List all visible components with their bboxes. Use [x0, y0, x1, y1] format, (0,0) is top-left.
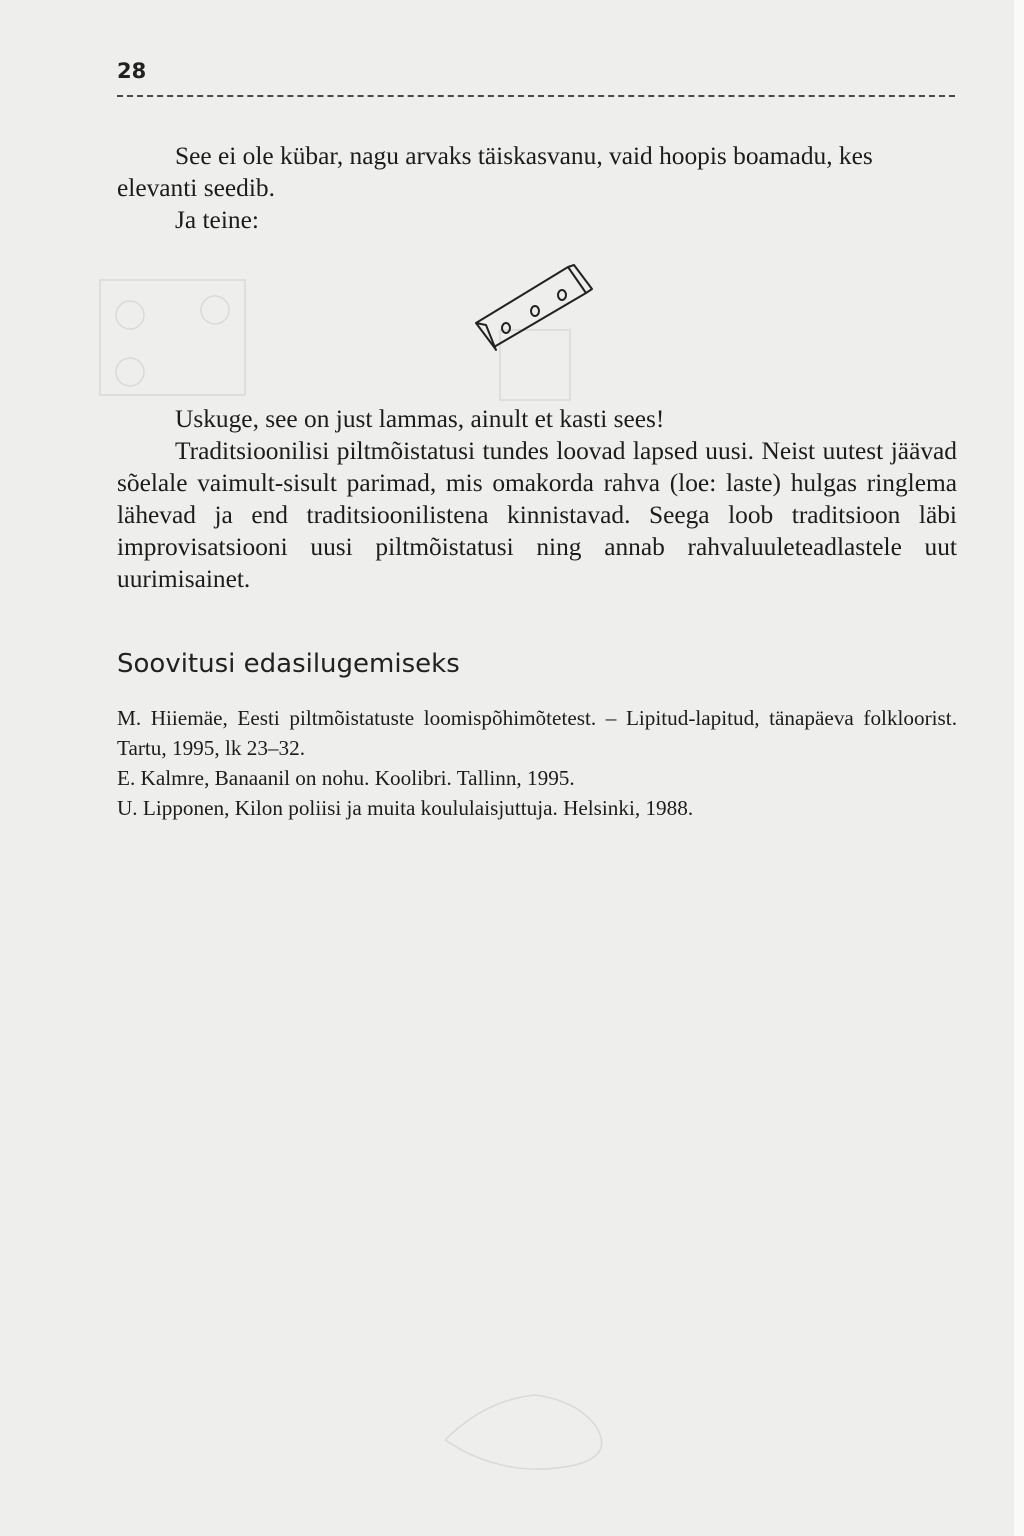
box-with-holes-icon [470, 255, 600, 370]
paragraph-traditional-riddles: Traditsioonilisi piltmõistatusi tundes loovad lapsed uusi. Neist uutest jäävad sõelale vaimult-sisult parimad, mis omakorda rahva (loe: laste) hulgas ringlema lähevad ja end traditsioonilistena kinnistavad. Seega loob traditsioon läbi improvisatsiooni uusi piltmõistatusi ning annab rahvaluuleteadlastele uut uurimisainet. [117, 437, 957, 593]
header-rule [117, 95, 955, 97]
reference-list [117, 703, 957, 823]
section-heading: Soovitusi edasilugemiseks [117, 649, 460, 679]
paragraph-boa: See ei ole kübar, nagu arvaks täiskasvanu, vaid hoopis boamadu, kes elevanti seedib. [117, 142, 873, 202]
page-edge [1014, 0, 1024, 1536]
reference-item: U. Lipponen, Kilon poliisi ja muita koululaisjuttuja. Helsinki, 1988. [117, 796, 694, 820]
paragraph-and-another: Ja teine: [175, 206, 259, 234]
reference-item: M. Hiiemäe, Eesti piltmõistatuste loomispõhimõtetest. – Lipitud-lapitud, tänapäeva folkloorist. Tartu, 1995, lk 23–32. [117, 706, 957, 760]
page-number: 28 [117, 59, 147, 83]
text-block [117, 403, 957, 595]
reference-item: E. Kalmre, Banaanil on nohu. Koolibri. Tallinn, 1995. [117, 766, 575, 790]
paragraph-sheep: Uskuge, see on just lammas, ainult et kasti sees! [175, 405, 665, 433]
